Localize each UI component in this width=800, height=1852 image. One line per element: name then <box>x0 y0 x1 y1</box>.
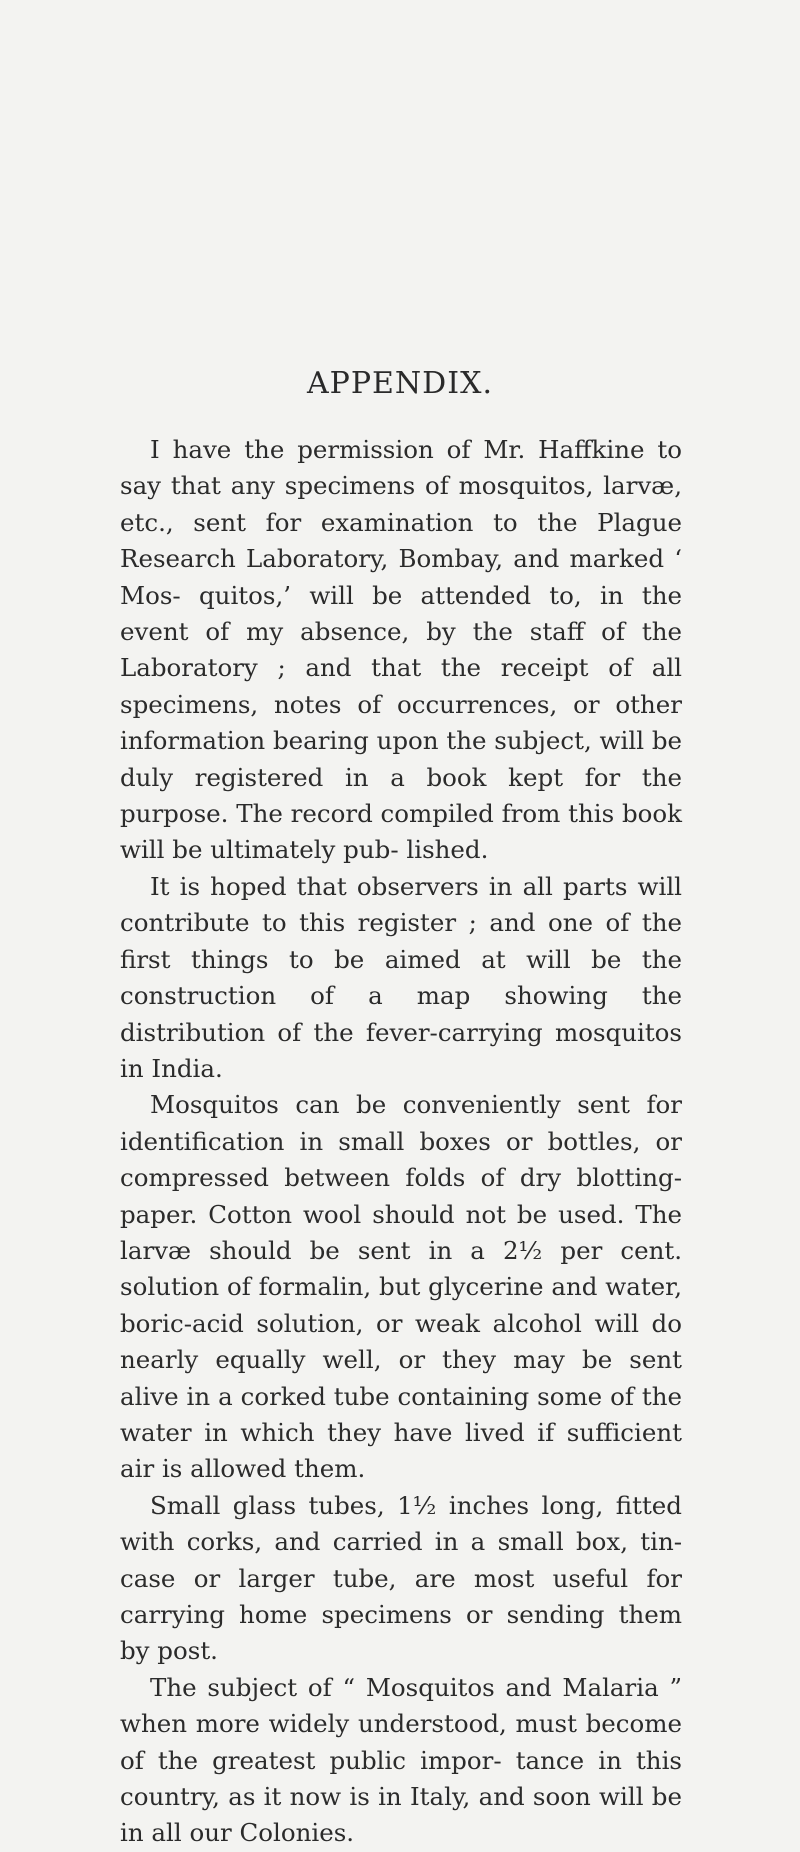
appendix-heading: APPENDIX. <box>307 366 493 401</box>
appendix-body <box>120 432 682 1852</box>
paragraph-public-importance: The subject of “ Mosquitos and Malaria ” when more widely understood, must become of the greatest public impor- tance in this country, as it now is in Italy, and soon will be in all our Colonies. <box>120 1672 682 1848</box>
paragraph-laboratory-permission: I have the permission of Mr. Haffkine to say that any specimens of mosquitos, larvæ, etc., sent for examination to the Plague Research Laboratory, Bombay, and marked ‘ Mos- quitos,’ will be attended to, in the event of my absence, by the staff of the Laboratory ; and that the receipt of all specimens, notes of occurrences, or other information bearing upon the subject, will be duly registered in a book kept for the purpose. The record compiled from this book will be ultimately pub- lished. <box>120 435 682 865</box>
paragraph-sending-specimens: Mosquitos can be conveniently sent for identification in small boxes or bottles, or compressed between folds of dry blotting-paper. Cotton wool should not be used. The larvæ should be sent in a 2½ per cent. solution of formalin, but glycerine and water, boric-acid solution, or weak alcohol will do nearly equally well, or they may be sent alive in a corked tube containing some of the water in which they have lived if sufficient air is allowed them. <box>120 1090 682 1484</box>
paragraph-glass-tubes: Small glass tubes, 1½ inches long, fitted with corks, and carried in a small box, tin-case or larger tube, are most useful for carrying home specimens or sending them by post. <box>120 1490 682 1666</box>
paragraph-register-map: It is hoped that observers in all parts will contribute to this register ; and one of the first things to be aimed at will be the construction of a map showing the distribution of the fever-carrying mosquitos in India. <box>120 871 682 1083</box>
